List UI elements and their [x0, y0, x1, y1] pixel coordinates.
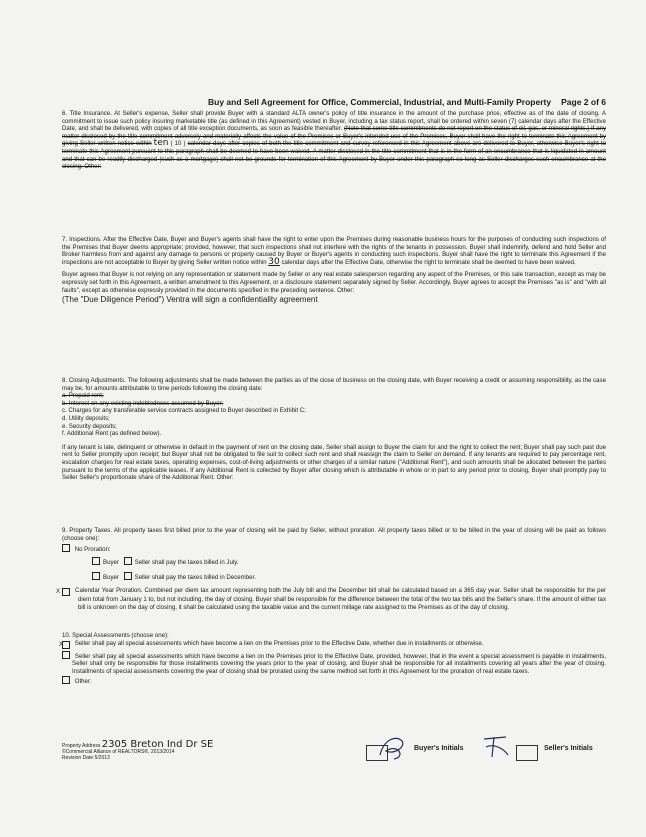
s7-typed: (The "Due Diligence Period") Ventra will sign a confidentiality agreement: [62, 295, 318, 305]
s6-hand-days: ten: [153, 138, 169, 149]
s6-struck: (Note that some title commitments do not report on the status of oil, gas, or mineral rights.) If any matter disclosed by the title commitment adversely and materially affects the value of the Premises or Buyer's intended use of the Premises, Buyer shall have the right to terminate this Agreement by giving Seller written notice within: [62, 125, 606, 148]
seller-initials-label: Seller's Initials: [544, 745, 593, 752]
seller-initials-signature: [480, 733, 514, 761]
s10-opt1: Seller shall pay all special assessments which have become a lien on the Premises prior to the Effective Date, whether due in installments or otherwise.: [74, 639, 484, 647]
july-buyer-checkbox[interactable]: [92, 557, 100, 565]
dec-label: Seller shall pay the taxes billed in December.: [134, 574, 256, 582]
s9-intro: 9. Property Taxes. All property taxes first billed prior to the year of closing will be paid by Seller, without proration. All property taxes billed or to be billed in the year of closing will be paid as follows (choose one):: [62, 527, 606, 542]
s7-p2: Buyer agrees that Buyer is not relying on any representation or statement made by Seller or any real estate salesperson regarding any aspect of the Premises, or this sale transaction, except as may be expressly set forth in this Agreement, a written amendment to this Agreement, or a disclosure statement separately signed by Seller. Accordingly, Buyer agrees to accept the Premises "as is" and "with all faults", except as otherwise expressly provided in the documents specified in the preceding sentence. Other:: [62, 271, 606, 294]
section-inspections: [62, 236, 606, 305]
dec-seller-checkbox[interactable]: [124, 572, 132, 580]
document-title: Buy and Sell Agreement for Office, Commercial, Industrial, and Multi-Family Property: [208, 97, 552, 107]
section-special-assessments: [58, 632, 606, 686]
s8-a: a. Prepaid rent;: [62, 392, 104, 400]
addr-label: Property Address: [62, 743, 101, 749]
s7-p1a: 7. Inspections. After the Effective Date, Buyer and Buyer's agents shall have the right to enter upon the Premises during reasonable business hours for the purposes of conducting such inspections of the Premises that Buyer deems appropriate; provided, however, that such inspections shall not interfere with the rights of the tenants in possession. Buyer shall indemnify, defend and hold Seller and Broker harmless from and against any damage to persons or property caused by Buyer or Buyer's agents in conducting such inspections. Buyer shall have the right to terminate this Agreement if the inspections are not acceptable to Buyer by giving Seller written notice within: [62, 236, 606, 266]
s8-intro: 8. Closing Adjustments. The following adjustments shall be made between the parties as of the close of business on the closing date, with Buyer receiving a credit or assuming responsibility, as the case may be, for amounts attributable to time periods following the closing date:: [62, 377, 606, 392]
s8-p2: If any tenant is late, delinquent or otherwise in default in the payment of rent on the closing date, Seller shall assign to Buyer the claim for and the right to collect the rent; Buyer shall pay such past due rent to Seller promptly upon receipt; but Buyer shall not be obligated to file suit to collect such rent and shall reassign the claim to Seller on demand. If any tenants are required to pay percentage rent, escalation charges for real estate taxes, operating expenses, cost-of-living adjustments or other charges of a similar nature ("Additional Rent"), and such amounts shall be allocated between the parties pursuant to the terms of the applicable leases. If any Additional Rent is collected by Buyer after closing which is attributable in whole or in part to any period prior to closing, Buyer shall promptly pay to Seller Seller's proportionate share of the Additional Rent. Other:: [62, 443, 606, 482]
s6-num-days: ( 10 ): [170, 140, 186, 148]
s9-opt1: No Proration:: [74, 546, 111, 554]
s7-p1b: calendar days after the Effective Date, otherwise the right to terminate shall be deemed to have been waived.: [281, 258, 576, 266]
no-proration-checkbox[interactable]: [62, 544, 70, 552]
dec-buyer-label: Buyer: [103, 574, 119, 582]
s8-f: f. Additional Rent (as defined below).: [62, 430, 162, 438]
s8-d: d. Utility deposits;: [62, 414, 110, 422]
sa-opt2-checkbox[interactable]: [62, 651, 70, 659]
footer-address-block: [62, 739, 214, 761]
dec-buyer-checkbox[interactable]: [92, 572, 100, 580]
s7-days: 30: [268, 256, 280, 267]
s10-opt3: Other:: [74, 678, 92, 686]
s8-b: b. Interest on any existing indebtedness assumed by Buyer;: [62, 399, 224, 407]
s10-opt2: Seller shall pay all special assessments which have become a lien on the Premises prior to the Effective Date, provided, however, that in the event a special assessment is payable in installments, Seller shall only be responsible for those installments covering the years prior to the year of closing, and Buyer shall be responsible for all installments covering all years after the year of closing. Installments of special assessments covering the year of closing shall be prorated using the same method set forth in this Agreement for the proration of real estate taxes.: [72, 652, 606, 675]
s10-intro: 10. Special Assessments (choose one):: [62, 632, 169, 639]
page-number: Page 2 of 6: [561, 97, 606, 107]
copyright: ©Commercial Alliance of REALTORS®, 2013/2014: [62, 749, 175, 755]
page-header: [208, 97, 606, 107]
s8-e: e. Security deposits;: [62, 422, 117, 430]
section-property-taxes: [55, 527, 606, 611]
s6-struck2: calendar days after copies of both the title commitment and survey referenced in this Agreement above are delivered to Buyer, otherwise Buyer's right to terminate this Agreement pursuant to this paragraph shall be deemed to have been waived. A matter disclosed in the title commitment that is in the form of an encumbrance that is liquidated in amount and that can be readily discharged (such as a mortgage) shall not be grounds for termination of this Agreement by Buyer under this paragraph so long as Seller discharges such encumbrance at the closing. Other:: [62, 140, 606, 171]
calendar-proration-checkbox[interactable]: X: [62, 588, 70, 596]
property-address: 2305 Breton Ind Dr SE: [101, 739, 214, 750]
section-title-insurance: [62, 110, 606, 171]
s6-text: 6. Title Insurance. At Seller's expense, Seller shall provide Buyer with a standard ALTA owner's policy of title insurance in the amount of the purchase price, effective as of the date of closing. A commitment to issue such policy insuring marketable title (as defined in this Agreement) vested in Buyer, including a tax status report, shall be ordered within seven (7) calendar days after the Effective Date, and shall be delivered, with copies of all title exception documents, as soon as feasible thereafter.: [62, 110, 606, 133]
sa-opt1-checkbox[interactable]: X: [62, 641, 70, 649]
buyer-initials-signature: [376, 733, 410, 761]
s8-c: c. Charges for any transferable service contracts assigned to Buyer described in Exhibit C;: [62, 407, 306, 415]
sa-other-checkbox[interactable]: [62, 676, 70, 684]
july-label: Seller shall pay the taxes billed in July.: [134, 558, 239, 566]
buyer-initials-label: Buyer's Initials: [414, 745, 464, 752]
revision-date: Revision Date 5/2013: [62, 755, 110, 761]
july-buyer-label: Buyer: [103, 558, 119, 566]
section-closing-adjustments: [62, 377, 606, 482]
seller-initials-box[interactable]: [516, 745, 538, 761]
s9-opt2: Calendar Year Proration. Combined per diem tax amount representing both the July bill and the December bill shall be calculated based on a 365 day year. Seller shall be responsible for the per diem total from January 1 to, but not including, the day of closing. Buyer shall be responsible for the difference between the total of the two tax bills and the Seller's share. If the amount of either tax bill is unknown on the day of closing, it shall be calculated using the taxable value and the current millage rate assigned to the Premises as of the day of closing.: [75, 586, 606, 611]
july-seller-checkbox[interactable]: [124, 557, 132, 565]
